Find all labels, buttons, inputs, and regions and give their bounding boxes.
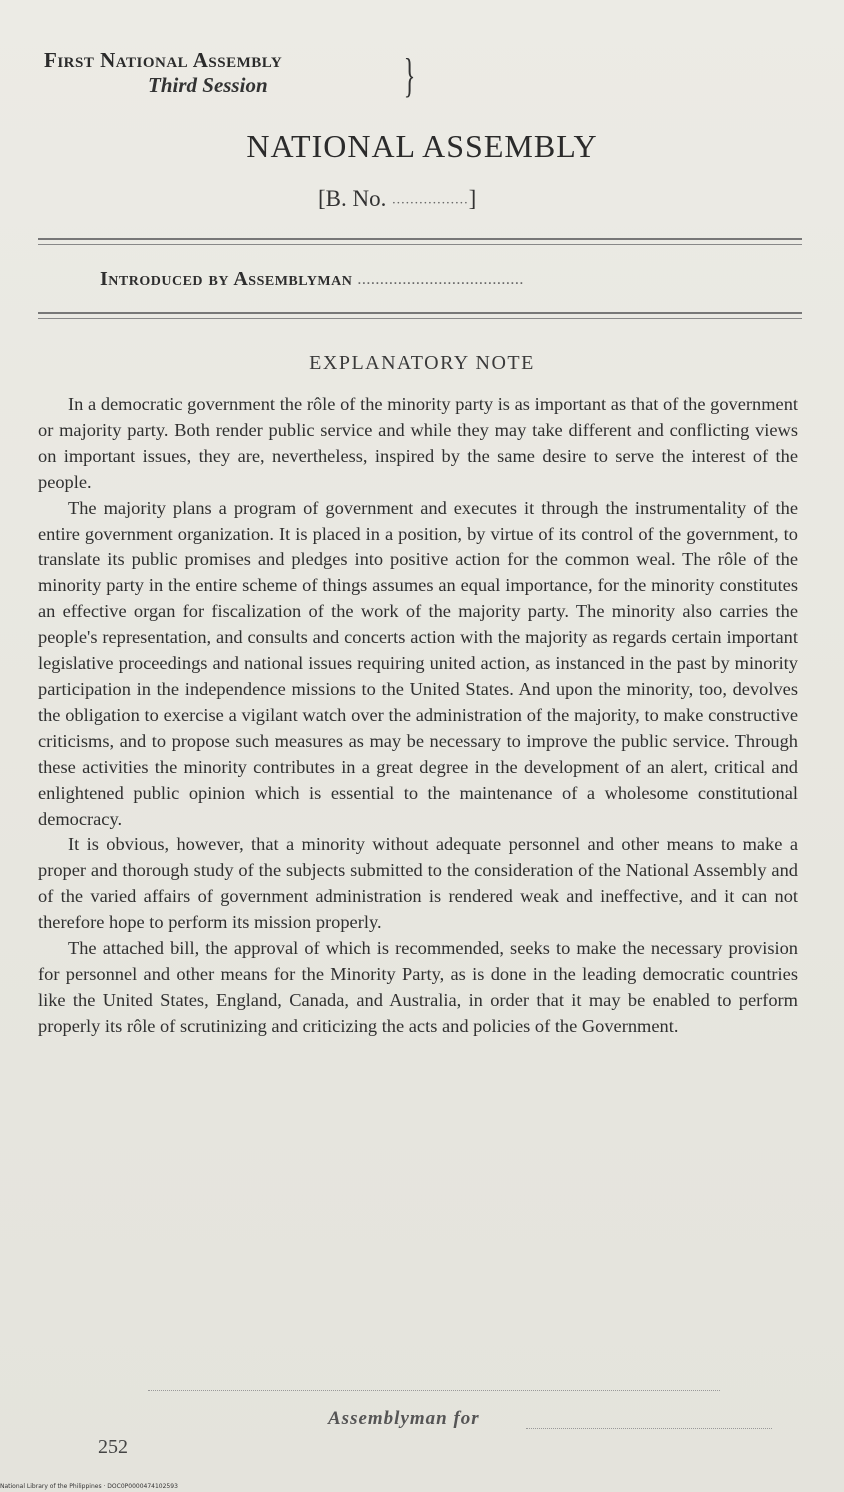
paragraph: The majority plans a program of government and executes it through the instrumentality of the entire government organization. It is placed in a position, by virtue of its control of the government, to translate its public promises and pledges into positive action for the common weal. The rôle of the minority party in the entire scheme of things assumes an equal importance, for the minority constitutes an effective organ for fiscalization of the work of the majority party. The minority also carries the people's representation, and consults and concerts action with the majority as regards certain important legislative proceedings and national issues requiring united action, as instanced in the past by minority participation in the independence missions to the United States. And upon the minority, too, devolves the obligation to exercise a vigilant watch over the administration of the majority, to make constructive criticisms, and to propose such measures as may be necessary to improve the public service. Through these activities the minority contributes in a great degree in the development of an alert, critical and enlightened public opinion which is essential to the maintenance of a wholesome constitutional democracy.: [38, 497, 798, 829]
assembly-name: First National Assembly: [44, 48, 283, 72]
paragraph: In a democratic government the rôle of the minority party is as important as that of the government or majority party. Both render public service and while they may take different and conflicting views on important issues, they are, nevertheless, inspired by the same desire to serve the interest of the people.: [38, 394, 798, 492]
paragraph: It is obvious, however, that a minority without adequate personnel and other means to make a proper and thorough study of the subjects submitted to the consideration of the National Assembly and of the varied affairs of government administration is rendered weak and ineffective, and it can not therefore hope to perform its mission properly.: [38, 834, 798, 933]
introduced-blank: .....................................: [357, 272, 525, 287]
session-name: Third Session: [148, 73, 268, 97]
page-title: [0, 128, 844, 165]
paragraph: The attached bill, the approval of which is recommended, seeks to make the necessary provision for personnel and other means for the Minority Party, as is done in the leading democratic countries like the United States, England, Canada, and Australia, in order that it may be enabled to perform properly its rôle of scrutinizing and criticizing the acts and policies of the Government.: [38, 938, 798, 1036]
bill-prefix: [B. No.: [318, 186, 387, 211]
signature-line: [148, 1390, 720, 1391]
note-heading: EXPLANATORY NOTE: [309, 352, 535, 374]
bill-number: [318, 186, 476, 212]
signature-label: Assemblyman for: [328, 1408, 480, 1429]
signature-district-blank: [526, 1428, 772, 1429]
divider-bottom: [38, 312, 802, 319]
bill-suffix: ]: [468, 186, 477, 211]
session-header: [44, 48, 282, 98]
bill-blank: .................: [392, 192, 469, 208]
explanatory-note-body: [38, 392, 798, 1040]
header-brace: }: [403, 49, 416, 102]
archive-footer: National Library of the Philippines · DOC0P0000474102593: [0, 1483, 178, 1490]
introduced-by: [100, 268, 524, 291]
page-title-text: NATIONAL ASSEMBLY: [246, 128, 598, 164]
introduced-label: Introduced by Assemblyman: [100, 268, 353, 290]
divider-top: [38, 238, 802, 245]
page-number: 252: [98, 1436, 128, 1458]
